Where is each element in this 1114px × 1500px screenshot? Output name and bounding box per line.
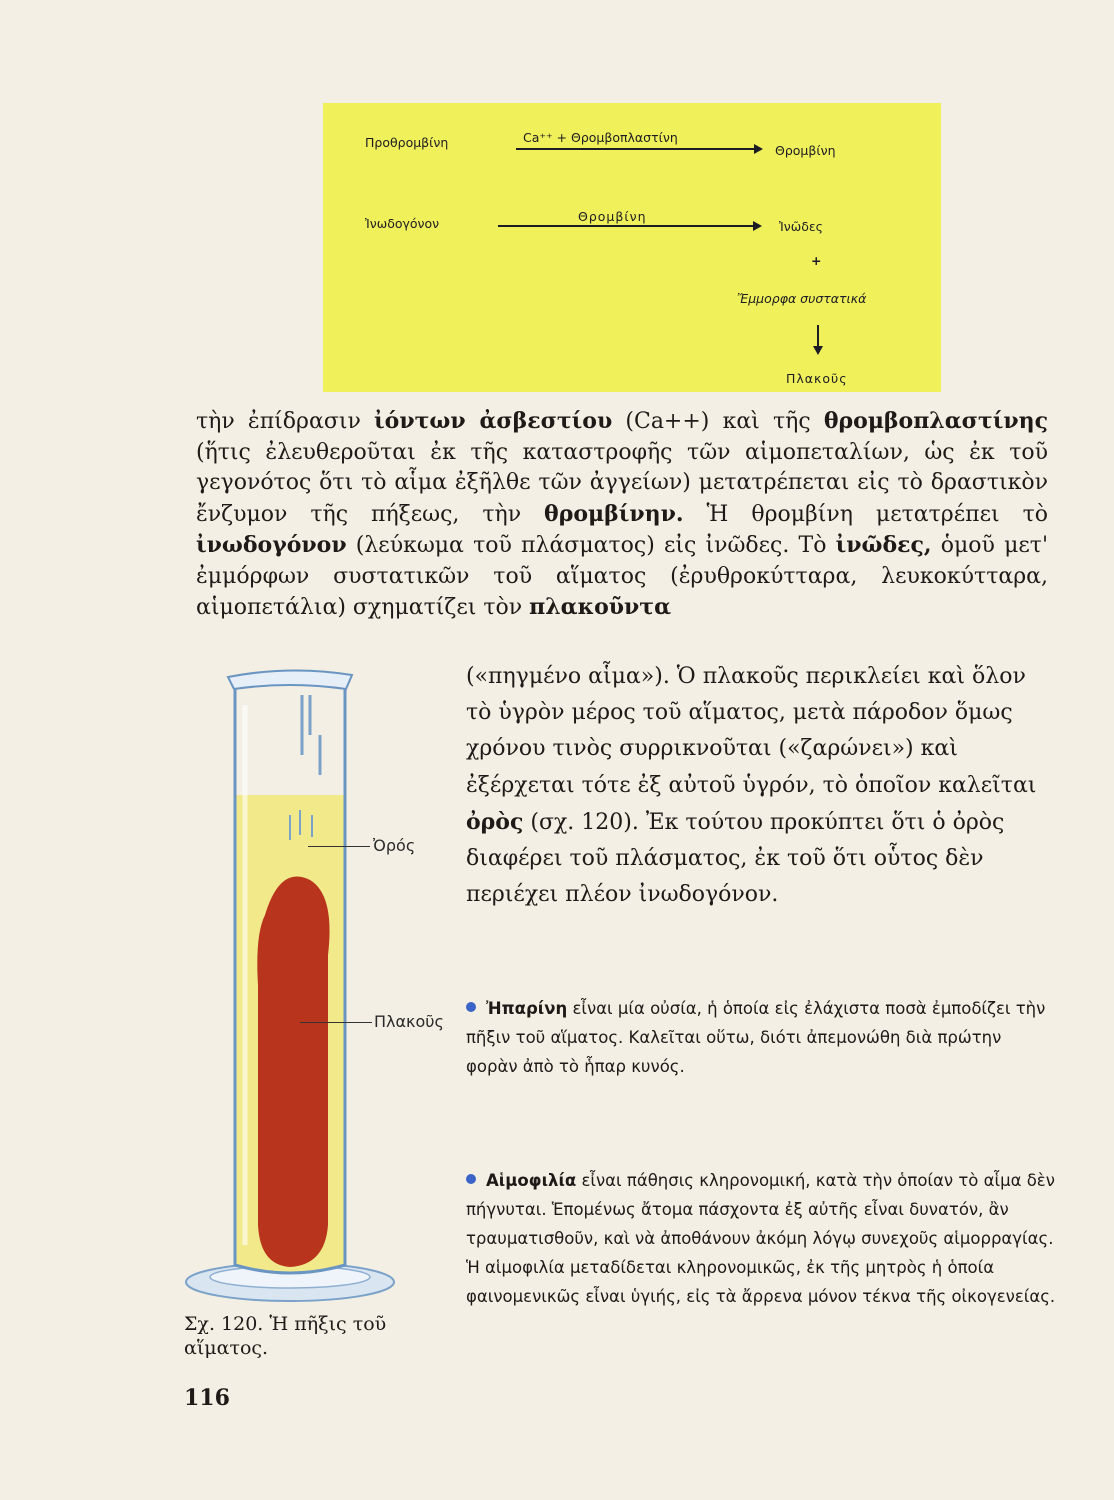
row2-arrow xyxy=(498,225,760,227)
down-arrow xyxy=(817,325,819,353)
row1-arrow-label: Ca⁺⁺ + Θρομβοπλαστίνη xyxy=(523,130,678,145)
bullet-icon xyxy=(466,1174,476,1184)
main-paragraph: τὴν ἐπίδρασιν ἰόντων ἀσβεστίου (Ca++) καὶ τῆς θρομβοπλαστίνης (ἥτις ἐλευθεροῦται ἐκ τῆς καταστροφῆς τῶν αἱμοπεταλίων, ὡς ἐκ τοῦ γεγονότος ὅτι τὸ αἷμα ἐξῆλθε τῶν ἀγγείων) μετατρέπεται εἰς τὸ δραστικὸν ἔνζυμον τῆς πήξεως, τὴν θρομβίνην. Ἡ θρομβίνη μετατρέπει τὸ ἰνωδογόνον (λεύκωμα τοῦ πλάσματος) εἰς ἰνῶδες. Τὸ ἰνῶδες, ὁμοῦ μετ' ἐμμόρφων συστατικῶν τοῦ αἵματος (ἐρυθροκύτταρα, λευκοκύτταρα, αἱμοπετάλια) σχηματίζει τὸν πλακοῦντα xyxy=(196,408,1049,620)
fibrinogen-label: Ἰνωδογόνον xyxy=(365,216,440,231)
bullet-icon xyxy=(466,1002,476,1012)
figure-caption: Σχ. 120. Ἡ πῆξις τοῦ αἵματος. xyxy=(184,1313,387,1359)
cylinder-spout xyxy=(228,670,352,689)
prothrombin-label: Προθρομβίνη xyxy=(365,135,449,150)
hemophilia-note: Αἱμοφιλία εἶναι πάθησις κληρονομική, κατὰ τὴν ὁποίαν τὸ αἷμα δὲν πήγνυται. Ἑπομένως ἄτομα πάσχοντα ἐξ αὐτῆς εἶναι δυνατόν, ἂν τραυματισθοῦν, καὶ νὰ ἀποθάνουν ἀκόμη λόγῳ συνεχοῦς αἱμορραγίας. Ἡ αἱμοφιλία μεταδίδεται κληρονομικῶς, ἐκ τῆς μητρὸς ἡ ὁποία φαινομενικῶς εἶναι ὑγιής, εἰς τὰ ἄρρενα μόνον τέκνα τῆς οἰκογενείας. xyxy=(466,1171,1056,1306)
blood-clot xyxy=(257,877,329,1267)
formed-elements-label: Ἔμμορφα συστατικά xyxy=(737,291,867,306)
clot-leader-line xyxy=(300,1022,372,1023)
plus-sign: + xyxy=(811,253,822,268)
page-number: 116 xyxy=(184,1385,230,1411)
clot-label: Πλακοῦς xyxy=(374,1012,444,1031)
wrapped-paragraph: («πηγμένο αἷμα»). Ὁ πλακοῦς περικλείει καὶ ὅλον τὸ ὑγρὸν μέρος τοῦ αἵματος, μετὰ πάροδον ὅμως χρόνου τινὸς συρρικνοῦται («ζαρώνει») καὶ ἐξέρχεται τότε ἐξ αὐτοῦ ὑγρόν, τὸ ὁποῖον καλεῖται ὀρὸς (σχ. 120). Ἐκ τούτου προκύπτει ὅτι ὁ ὀρὸς διαφέρει τοῦ πλάσματος, ἐκ τοῦ ὅτι οὗτος δὲν περιέχει πλέον ἰνωδογόνον. xyxy=(466,664,1037,908)
fibrin-label: Ἰνῶδες xyxy=(779,219,823,234)
row1-arrow xyxy=(516,148,761,150)
reaction-diagram xyxy=(323,103,941,392)
cylinder-figure xyxy=(180,665,405,1315)
row2-arrow-label: Θρομβίνη xyxy=(578,209,647,224)
serum-label: Ὀρός xyxy=(373,836,416,855)
clot-result-label: Πλακοῦς xyxy=(786,371,848,386)
heparin-note: Ἠπαρίνη εἶναι μία οὐσία, ἡ ὁποία εἰς ἐλάχιστα ποσὰ ἐμποδίζει τὴν πῆξιν τοῦ αἵματος. Καλεῖται οὕτω, διότι ἀπεμονώθη διὰ πρώτην φορὰν ἀπὸ τὸ ἧπαρ κυνός. xyxy=(466,999,1046,1076)
serum-leader-line xyxy=(308,846,370,847)
thrombin-label: Θρομβίνη xyxy=(775,143,836,158)
